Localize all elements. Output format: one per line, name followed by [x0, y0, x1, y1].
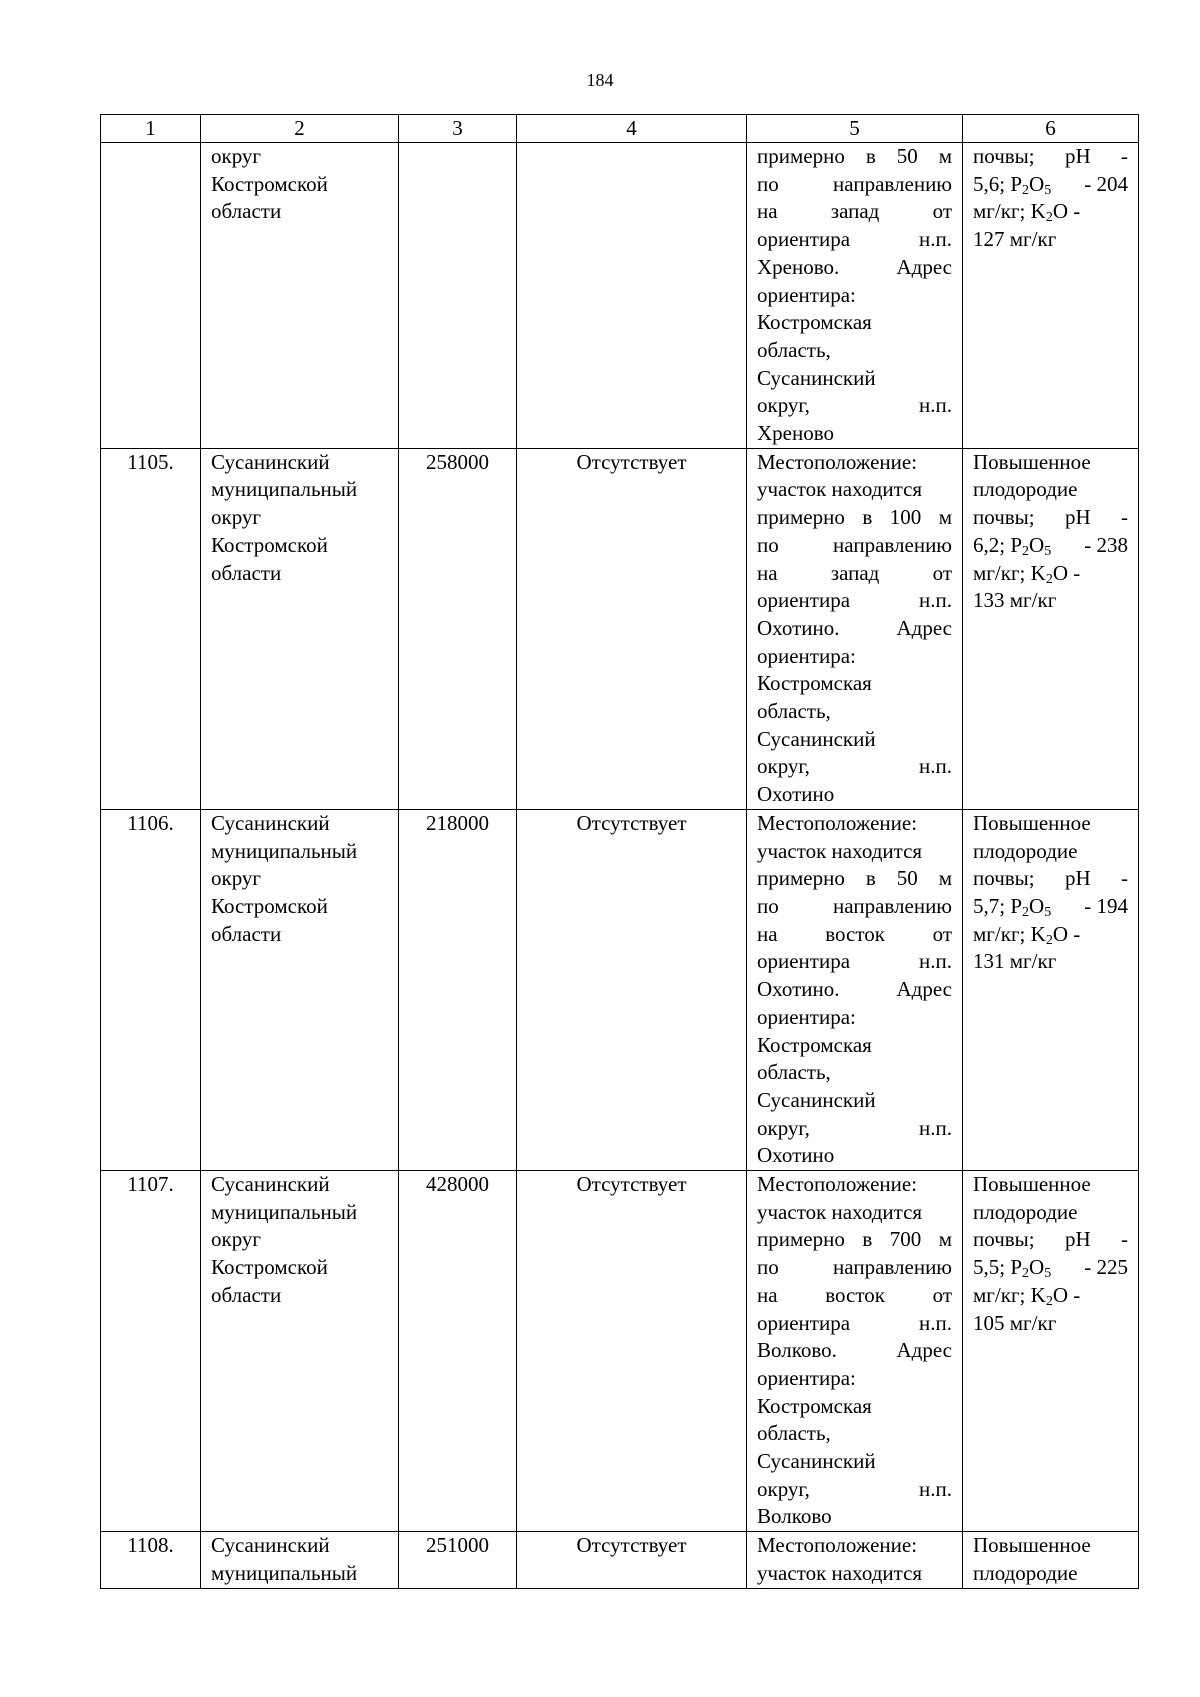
formula-value: - 238 — [1084, 532, 1128, 557]
word: 50 — [896, 866, 918, 891]
row-number-cell — [101, 143, 201, 449]
text-line: 131 мг/кг — [973, 949, 1057, 974]
text-line — [757, 1254, 952, 1282]
fertility-cell — [963, 448, 1139, 809]
word: примерно — [757, 866, 845, 891]
word: по — [757, 1255, 779, 1280]
text-line — [757, 1282, 952, 1310]
text-line — [757, 1420, 952, 1448]
formula-part: 6,2; P — [973, 532, 1023, 557]
text-line — [757, 504, 952, 532]
word: запад — [830, 560, 880, 585]
word: в — [862, 505, 873, 530]
word: запад — [830, 199, 880, 224]
word: Костромская — [757, 310, 872, 335]
formula-part: 5,5; P — [973, 1255, 1023, 1280]
text-line — [757, 282, 952, 310]
word: Сусанинский — [757, 1449, 876, 1474]
word: н.п. — [919, 949, 952, 974]
fertility-cell — [963, 143, 1139, 449]
text-line — [757, 560, 952, 588]
text-line — [973, 198, 1128, 226]
text-line — [757, 1171, 952, 1199]
word: примерно — [757, 505, 845, 530]
word: почвы; — [973, 1227, 1035, 1252]
text-line — [757, 420, 952, 448]
word: pH — [1064, 866, 1091, 891]
formula-part: мг/кг; K — [973, 199, 1046, 224]
subscript: 2 — [1045, 210, 1053, 226]
word: 700 — [889, 1227, 922, 1252]
formula-k2o — [973, 1282, 1080, 1310]
text-line — [973, 865, 1128, 893]
area-cell — [399, 143, 517, 449]
text-line: плодородие — [973, 1199, 1078, 1224]
column-header: 6 — [963, 115, 1139, 143]
district-cell — [201, 448, 399, 809]
table-row — [101, 1532, 1139, 1588]
word: н.п. — [919, 393, 952, 418]
text-line — [757, 698, 952, 726]
subscript: 2 — [1022, 543, 1030, 559]
encumbrance-cell: Отсутствует — [517, 448, 747, 809]
word: pH — [1064, 144, 1091, 168]
word: в — [865, 866, 876, 891]
area-cell: 428000 — [399, 1171, 517, 1532]
subscript: 5 — [1044, 182, 1052, 198]
district-cell — [201, 1532, 399, 1588]
text-line — [973, 921, 1128, 949]
text-line — [757, 365, 952, 393]
word: - — [1120, 866, 1128, 891]
word: почвы; — [973, 505, 1035, 530]
subscript: 2 — [1045, 932, 1053, 948]
word: область, — [757, 1421, 831, 1446]
land-plots-table — [100, 114, 1139, 1589]
word: восток — [825, 921, 885, 946]
table-row-continued — [101, 143, 1139, 449]
word: ориентира: — [757, 643, 856, 668]
formula-value: - 225 — [1084, 1255, 1128, 1280]
text-line — [973, 1226, 1128, 1254]
word: Костромская — [757, 1393, 872, 1418]
text-line: области — [211, 1282, 282, 1307]
column-header: 1 — [101, 115, 201, 143]
text-line — [757, 449, 952, 477]
text-line — [757, 838, 952, 866]
word: ориентира: — [757, 1004, 856, 1029]
formula-part: O - — [1052, 560, 1081, 585]
formula-p2o5 — [973, 1254, 1051, 1282]
word: ориентира — [757, 227, 851, 252]
text-line: области — [211, 921, 282, 946]
text-line: Сусанинский — [211, 1533, 330, 1558]
word: примерно — [757, 1227, 845, 1252]
word: направлению — [833, 1255, 952, 1280]
text-line: плодородие — [973, 838, 1078, 863]
subscript: 2 — [1045, 571, 1053, 587]
text-line — [757, 1365, 952, 1393]
word: область, — [757, 699, 831, 724]
word: направлению — [833, 532, 952, 557]
text-line: области — [211, 199, 282, 224]
fertility-cell — [963, 1171, 1139, 1532]
word: Местоположение: — [757, 449, 918, 474]
formula-part: O - — [1052, 199, 1081, 224]
formula-part: O - — [1052, 1282, 1081, 1307]
text-line: муниципальный — [211, 838, 358, 863]
text-line — [973, 504, 1128, 532]
text-line — [757, 1476, 952, 1504]
text-line — [973, 532, 1128, 560]
word: по — [757, 893, 779, 918]
text-line — [757, 976, 952, 1004]
subscript: 5 — [1044, 543, 1052, 559]
word: от — [932, 199, 952, 224]
text-line — [757, 587, 952, 615]
column-header: 2 — [201, 115, 399, 143]
word: на — [757, 1282, 778, 1307]
text-line — [757, 726, 952, 754]
row-number-cell: 1106. — [101, 809, 201, 1170]
district-cell — [201, 1171, 399, 1532]
column-header: 3 — [399, 115, 517, 143]
text-line: плодородие — [973, 477, 1078, 502]
location-cell — [747, 809, 963, 1170]
word: Местоположение: — [757, 1172, 918, 1197]
word: ориентира — [757, 949, 851, 974]
word: Сусанинский — [757, 1087, 876, 1112]
subscript: 2 — [1022, 904, 1030, 920]
text-line — [757, 643, 952, 671]
word: pH — [1064, 505, 1091, 530]
text-line — [973, 143, 1128, 171]
text-line — [757, 781, 952, 809]
encumbrance-cell: Отсутствует — [517, 809, 747, 1170]
text-line — [757, 392, 952, 420]
word: м — [938, 144, 952, 168]
word: Хреново — [757, 421, 834, 446]
text-line — [757, 476, 952, 504]
formula-part: O — [1029, 171, 1045, 196]
text-line — [973, 560, 1128, 588]
word: Охотино — [757, 1143, 835, 1168]
text-line — [973, 1254, 1128, 1282]
word: участок находится — [757, 1199, 923, 1224]
text-line — [757, 143, 952, 171]
fertility-cell — [963, 1532, 1139, 1588]
text-line — [757, 1310, 952, 1338]
location-cell — [747, 1171, 963, 1532]
table-row — [101, 809, 1139, 1170]
formula-p2o5 — [973, 171, 1051, 199]
word: Волково — [757, 1504, 832, 1529]
formula-part: мг/кг; K — [973, 921, 1046, 946]
word: ориентира: — [757, 1365, 856, 1390]
text-line: Сусанинский — [211, 810, 330, 835]
word: pH — [1064, 1227, 1091, 1252]
formula-k2o — [973, 560, 1080, 588]
word: восток — [825, 1282, 885, 1307]
text-line: округ — [211, 505, 262, 530]
subscript: 2 — [1022, 1266, 1030, 1282]
word: на — [757, 560, 778, 585]
text-line: 127 мг/кг — [973, 227, 1057, 252]
text-line — [757, 921, 952, 949]
word: н.п. — [919, 588, 952, 613]
text-line: Повышенное — [973, 1533, 1091, 1558]
word: от — [932, 921, 952, 946]
text-line: Костромской — [211, 171, 328, 196]
text-line — [757, 1503, 952, 1531]
word: 50 — [896, 144, 918, 168]
word: Костромская — [757, 671, 872, 696]
word: округ, — [757, 393, 810, 418]
word: область, — [757, 1060, 831, 1085]
area-cell: 218000 — [399, 809, 517, 1170]
formula-part: 5,6; P — [973, 171, 1023, 196]
text-line — [757, 1393, 952, 1421]
word: м — [938, 1227, 952, 1252]
word: Адрес — [896, 615, 952, 640]
word: Охотино. — [757, 615, 840, 640]
text-line — [757, 1142, 952, 1170]
formula-part: O - — [1052, 921, 1081, 946]
word: участок находится — [757, 1560, 923, 1585]
subscript: 5 — [1044, 1266, 1052, 1282]
text-line — [757, 532, 952, 560]
text-line — [757, 1560, 952, 1588]
word: н.п. — [919, 1310, 952, 1335]
encumbrance-cell — [517, 143, 747, 449]
formula-part: O — [1029, 1255, 1045, 1280]
word: Охотино — [757, 782, 835, 807]
text-line: Костромской — [211, 1255, 328, 1280]
district-cell — [201, 809, 399, 1170]
word: Сусанинский — [757, 726, 876, 751]
word: Волково. — [757, 1338, 837, 1363]
word: Костромская — [757, 1032, 872, 1057]
word: Адрес — [896, 977, 952, 1002]
text-line — [757, 254, 952, 282]
word: участок находится — [757, 477, 923, 502]
encumbrance-cell: Отсутствует — [517, 1532, 747, 1588]
text-line — [973, 1282, 1128, 1310]
text-line — [757, 1532, 952, 1560]
text-line — [757, 1448, 952, 1476]
text-line — [757, 1087, 952, 1115]
text-line — [757, 1337, 952, 1365]
word: округ, — [757, 754, 810, 779]
row-number-cell: 1108. — [101, 1532, 201, 1588]
page-number: 184 — [586, 70, 614, 90]
text-line: округ — [211, 1227, 262, 1252]
column-header: 4 — [517, 115, 747, 143]
text-line: округ — [211, 866, 262, 891]
text-line — [973, 171, 1128, 199]
text-line — [757, 309, 952, 337]
fertility-cell — [963, 809, 1139, 1170]
word: округ, — [757, 1476, 810, 1501]
word: ориентира — [757, 1310, 851, 1335]
word: примерно — [757, 144, 845, 168]
word: область, — [757, 337, 831, 362]
formula-k2o — [973, 921, 1080, 949]
formula-value: - 204 — [1084, 171, 1128, 196]
word: Адрес — [896, 1338, 952, 1363]
text-line — [757, 893, 952, 921]
text-line — [757, 1004, 952, 1032]
row-number-cell: 1107. — [101, 1171, 201, 1532]
formula-part: мг/кг; K — [973, 1282, 1046, 1307]
text-line: Повышенное — [973, 810, 1091, 835]
word: на — [757, 199, 778, 224]
formula-part: O — [1029, 893, 1045, 918]
word: Сусанинский — [757, 365, 876, 390]
text-line: Сусанинский — [211, 1172, 330, 1197]
formula-p2o5 — [973, 893, 1051, 921]
word: от — [932, 560, 952, 585]
text-line — [757, 615, 952, 643]
text-line: Повышенное — [973, 449, 1091, 474]
word: 100 — [889, 505, 922, 530]
word: м — [938, 866, 952, 891]
district-cell — [201, 143, 399, 449]
text-line: области — [211, 560, 282, 585]
word: по — [757, 532, 779, 557]
text-line: Костромской — [211, 532, 328, 557]
word: участок находится — [757, 838, 923, 863]
word: почвы; — [973, 144, 1035, 168]
word: Охотино. — [757, 977, 840, 1002]
word: на — [757, 921, 778, 946]
subscript: 5 — [1044, 904, 1052, 920]
encumbrance-cell: Отсутствует — [517, 1171, 747, 1532]
formula-part: 5,7; P — [973, 893, 1023, 918]
subscript: 2 — [1045, 1293, 1053, 1309]
word: Местоположение: — [757, 1533, 918, 1558]
word: почвы; — [973, 866, 1035, 891]
text-line — [757, 670, 952, 698]
word: н.п. — [919, 754, 952, 779]
text-line: муниципальный — [211, 1199, 358, 1224]
formula-k2o — [973, 198, 1080, 226]
row-number-cell: 1105. — [101, 448, 201, 809]
text-line — [757, 337, 952, 365]
text-line — [757, 1032, 952, 1060]
word: в — [865, 144, 876, 168]
text-line — [757, 948, 952, 976]
area-cell: 258000 — [399, 448, 517, 809]
word: в — [862, 1227, 873, 1252]
formula-part: O — [1029, 532, 1045, 557]
word: Местоположение: — [757, 810, 918, 835]
text-line: Сусанинский — [211, 449, 330, 474]
table-row — [101, 448, 1139, 809]
text-line — [757, 1115, 952, 1143]
word: от — [932, 1282, 952, 1307]
location-cell — [747, 143, 963, 449]
text-line: плодородие — [973, 1560, 1078, 1585]
formula-value: - 194 — [1084, 893, 1128, 918]
column-header: 5 — [747, 115, 963, 143]
word: по — [757, 171, 779, 196]
formula-p2o5 — [973, 532, 1051, 560]
word: н.п. — [919, 1476, 952, 1501]
text-line — [757, 1059, 952, 1087]
text-line — [757, 810, 952, 838]
area-cell: 251000 — [399, 1532, 517, 1588]
text-line — [757, 226, 952, 254]
text-line: 105 мг/кг — [973, 1310, 1057, 1335]
word: - — [1120, 505, 1128, 530]
word: направлению — [833, 893, 952, 918]
word: н.п. — [919, 227, 952, 252]
text-line: Повышенное — [973, 1172, 1091, 1197]
text-line — [757, 753, 952, 781]
word: направлению — [833, 171, 952, 196]
word: округ, — [757, 1115, 810, 1140]
word: н.п. — [919, 1115, 952, 1140]
text-line — [973, 893, 1128, 921]
text-line — [757, 171, 952, 199]
word: м — [938, 505, 952, 530]
formula-part: мг/кг; K — [973, 560, 1046, 585]
word: ориентира — [757, 588, 851, 613]
column-number-row — [101, 115, 1139, 143]
text-line — [757, 1199, 952, 1227]
subscript: 2 — [1022, 182, 1030, 198]
text-line: 133 мг/кг — [973, 588, 1057, 613]
word: Адрес — [896, 254, 952, 279]
text-line: муниципальный — [211, 477, 358, 502]
text-line — [757, 865, 952, 893]
text-line: Костромской — [211, 893, 328, 918]
text-line — [757, 1226, 952, 1254]
word: Хреново. — [757, 254, 840, 279]
location-cell — [747, 448, 963, 809]
text-line: муниципальный — [211, 1560, 358, 1585]
location-cell — [747, 1532, 963, 1588]
word: - — [1120, 1227, 1128, 1252]
text-line: округ — [211, 144, 262, 168]
text-line — [757, 198, 952, 226]
word: - — [1120, 144, 1128, 168]
table-row — [101, 1171, 1139, 1532]
word: ориентира: — [757, 282, 856, 307]
